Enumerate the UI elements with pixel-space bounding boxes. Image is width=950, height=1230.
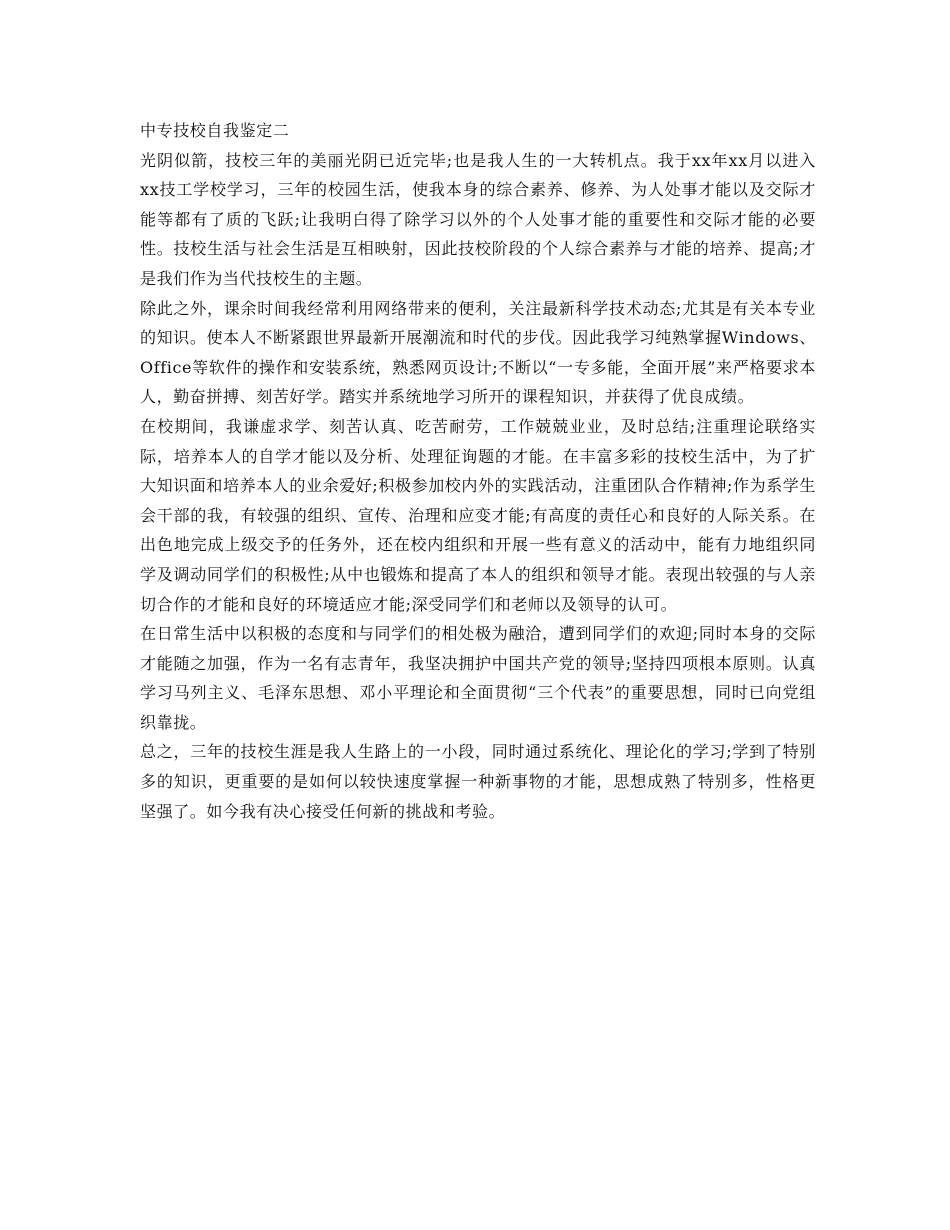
document-body	[140, 116, 816, 826]
document-title: 中专技校自我鉴定二	[140, 121, 290, 140]
paragraph-2: 除此之外，课余时间我经常利用网络带来的便利，关注最新科学技术动态;尤其是有关本专业的知识。使本人不断紧跟世界最新开展潮流和时代的步伐。因此我学习纯熟掌握Windows、Office等软件的操作和安装系统，熟悉网页设计;不断以“一专多能，全面开展”来严格要求本人，勤奋拼搏、刻苦好学。踏实并系统地学习所开的课程知识，并获得了优良成绩。	[140, 298, 816, 407]
paragraph-5: 总之，三年的技校生涯是我人生路上的一小段，同时通过系统化、理论化的学习;学到了特别多的知识，更重要的是如何以较快速度掌握一种新事物的才能，思想成熟了特别多，性格更坚强了。如今我有决心接受任何新的挑战和考验。	[140, 742, 816, 821]
paragraph-4: 在日常生活中以积极的态度和与同学们的相处极为融洽，遭到同学们的欢迎;同时本身的交际才能随之加强，作为一名有志青年，我坚决拥护中国共产党的领导;坚持四项根本原则。认真学习马列主义、毛泽东思想、邓小平理论和全面贯彻“三个代表”的重要思想，同时已向党组织靠拢。	[140, 624, 816, 732]
paragraph-3: 在校期间，我谦虚求学、刻苦认真、吃苦耐劳，工作兢兢业业，及时总结;注重理论联络实际，培养本人的自学才能以及分析、处理征询题的才能。在丰富多彩的技校生活中，为了扩大知识面和培养本人的业余爱好;积极参加校内外的实践活动，注重团队合作精神;作为系学生会干部的我，有较强的组织、宣传、治理和应变才能;有高度的责任心和良好的人际关系。在出色地完成上级交予的任务外，还在校内组织和开展一些有意义的活动中，能有力地组织同学及调动同学们的积极性;从中也锻炼和提高了本人的组织和领导才能。表现出较强的与人亲切合作的才能和良好的环境适应才能;深受同学们和老师以及领导的认可。	[140, 416, 816, 614]
paragraph-1: 光阴似箭，技校三年的美丽光阴已近完毕;也是我人生的一大转机点。我于xx年xx月以进入xx技工学校学习，三年的校园生活，使我本身的综合素养、修养、为人处事才能以及交际才能等都有了质的飞跃;让我明白得了除学习以外的个人处事才能的重要性和交际才能的必要性。技校生活与社会生活是互相映射，因此技校阶段的个人综合素养与才能的培养、提高;才是我们作为当代技校生的主题。	[140, 150, 816, 288]
